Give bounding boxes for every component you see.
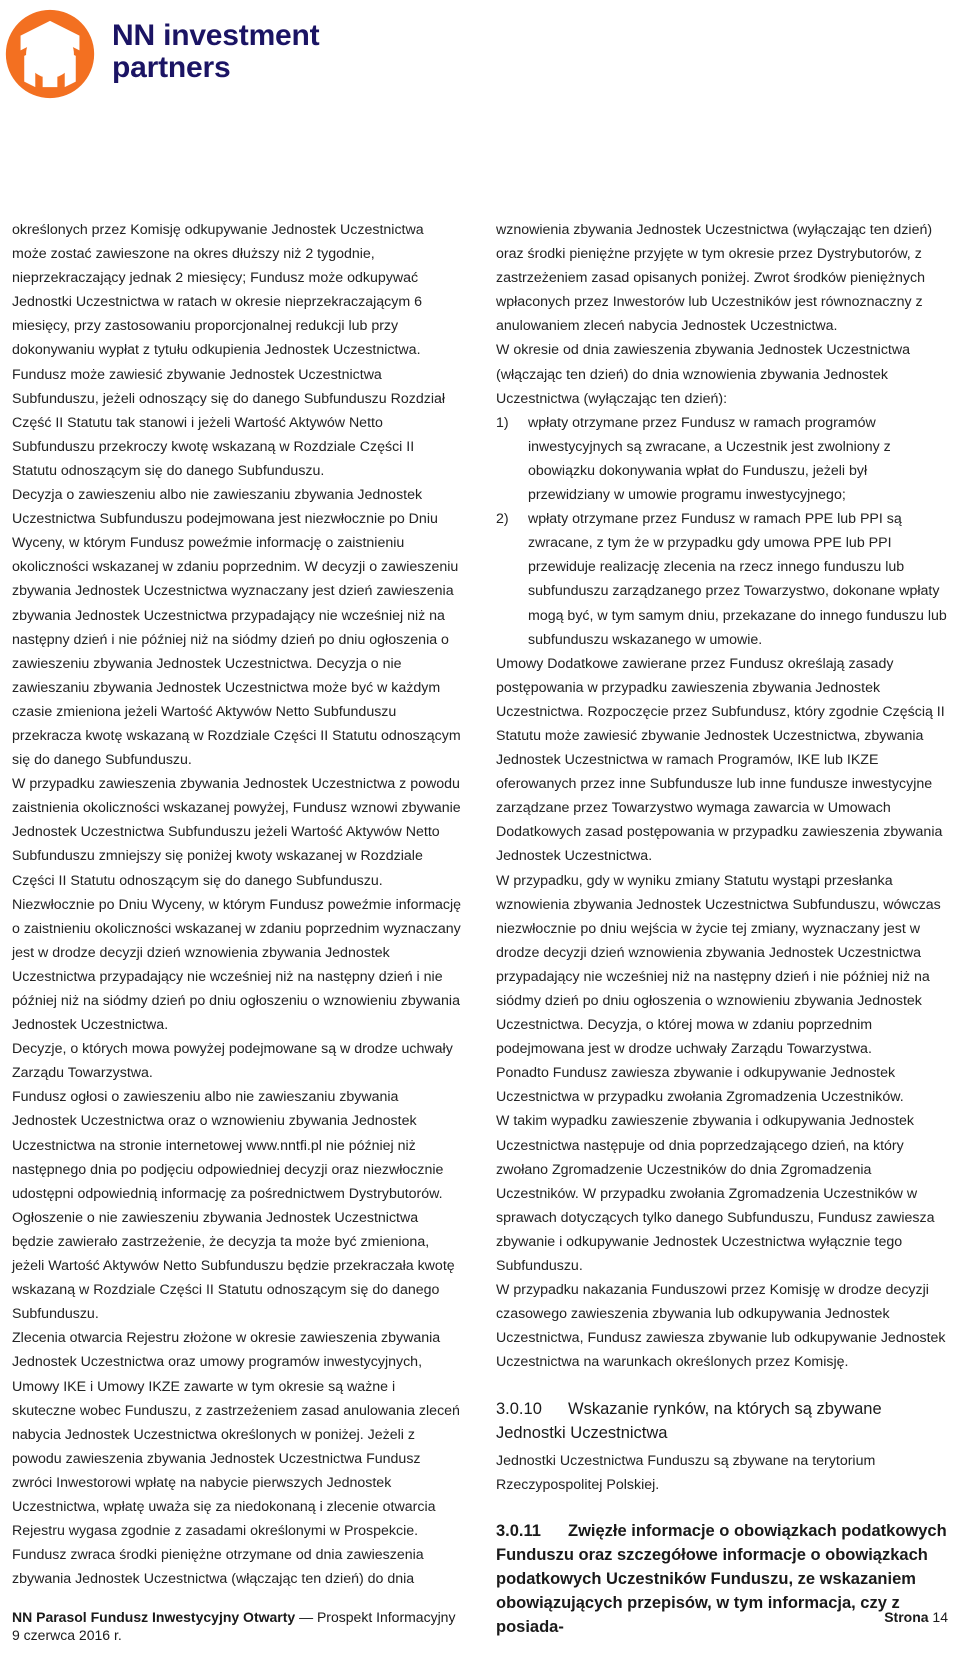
list-item xyxy=(496,507,948,652)
brand-line-2: partners xyxy=(112,51,231,84)
section-title: Zwięzłe informacje o obowiązkach podatkowych Funduszu oraz szczegółowe informacje o obowiązkach podatkowych Uczestników Funduszu, ze wskazaniem obowiązujących przepisów, w tym informacja, czy z posiada- xyxy=(496,1521,947,1636)
footer-fund-name: NN Parasol Fundusz Inwestycyjny Otwarty xyxy=(12,1609,296,1625)
list-item-number: 1) xyxy=(496,414,509,431)
section-body: Jednostki Uczestnictwa Funduszu są zbywane na terytorium Rzeczypospolitej Polskiej. xyxy=(496,1452,876,1493)
list-item xyxy=(496,411,948,507)
paragraph: W przypadku, gdy w wyniku zmiany Statutu wystąpi przesłanka wznowienia zbywania Jednostek Uczestnictwa Subfunduszu, wówczas niezwłocznie po dniu wejścia w życie tej zmiany, wyznaczany jest w drodze decyzji dzień wznowienia zbywania Jednostek Uczestnictwa przypadający nie wcześniej niż na następny dzień i nie później niż na siódmy dzień po dniu ogłoszenia o wznowieniu zbywania Jednostek Uczestnictwa. Decyzja, o której mowa w zdaniu poprzednim podejmowana jest w drodze uchwały Zarządu Towarzystwa. xyxy=(496,872,941,1058)
footer-separator: — xyxy=(299,1609,317,1625)
section-heading-3-0-10 xyxy=(496,1397,948,1445)
section-title: Wskazanie rynków, na których są zbywane Jednostki Uczestnictwa xyxy=(496,1399,882,1442)
footer-date: 9 czerwca 2016 r. xyxy=(12,1627,122,1643)
paragraph: Zlecenia otwarcia Rejestru złożone w okresie zawieszenia zbywania Jednostek Uczestnictwa oraz umowy programów inwestycyjnych, Umowy IKE i Umowy IKZE zawarte w tym okresie są ważne i skuteczne wobec Funduszu, z zastrzeżeniem zasad anulowania zleceń nabycia Jednostek Uczestnictwa określonych w poniżej. Jeżeli z powodu zawieszenia zbywania Jednostek Uczestnictwa Fundusz zwróci Inwestorowi wpłatę na nabycie pierwszych Jednostek Uczestnictwa, wpłatę uważa się za niedokonaną i zlecenie otwarcia Rejestru wygasa zgodnie z zasadami określonymi w Prospekcie. xyxy=(12,1330,460,1540)
page-header xyxy=(0,0,960,120)
paragraph: W takim wypadku zawieszenie zbywania i odkupywania Jednostek Uczestnictwa następuje od dnia poprzedzającego dzień, na który zwołano Zgromadzenie Uczestników do dnia Zgromadzenia Uczestników. W przypadku zwołania Zgromadzenia Uczestników w sprawach dotyczących tylko danego Subfunduszu, Fundusz zawiesza zbywanie i odkupywanie Jednostek Uczestnictwa wyłącznie tego Subfunduszu. xyxy=(496,1113,935,1275)
paragraph: Fundusz ogłosi o zawieszeniu albo nie zawieszaniu zbywania Jednostek Uczestnictwa oraz o wznowieniu zbywania Jednostek Uczestnictwa na stronie internetowej www.nntfi.pl nie później niż następnego dnia po podjęciu odpowiedniej decyzji oraz niezwłocznie udostępni odpowiednią informację za pośrednictwem Dystrybutorów. Ogłoszenie o nie zawieszeniu zbywania Jednostek Uczestnictwa będzie zawierało zastrzeżenie, że decyzja ta może być zmieniona, jeżeli Wartość Aktywów Netto Subfunduszu będzie przekraczała kwotę wskazaną w Rozdziale Części II Statutu odnoszącym się do danego Subfunduszu. xyxy=(12,1089,455,1323)
section-number: 3.0.10 xyxy=(496,1399,542,1418)
paragraph: Fundusz może zawiesić zbywanie Jednostek Uczestnictwa Subfunduszu, jeżeli odnoszący się do danego Subfunduszu Rozdział Część II Statutu tak stanowi i jeżeli Wartość Aktywów Netto Subfunduszu przekroczy kwotę wskazaną w Rozdziale Części II Statutu odnoszącym się do danego Subfunduszu. xyxy=(12,366,446,479)
list-item-number: 2) xyxy=(496,511,509,528)
paragraph: W okresie od dnia zawieszenia zbywania Jednostek Uczestnictwa (włączając ten dzień) do dnia wznowienia zbywania Jednostek Uczestnictwa (wyłączając ten dzień): xyxy=(496,342,911,407)
numbered-list xyxy=(496,411,948,652)
paragraph: Umowy Dodatkowe zawierane przez Fundusz określają zasady postępowania w przypadku zawieszenia zbywania Jednostek Uczestnictwa. Rozpoczęcie przez Subfundusz, który zgodnie Częścią II Statutu może zawiesić zbywanie Jednostek Uczestnictwa, zbywania Jednostek Uczestnictwa w ramach Programów, IKE lub IKZE oferowanych przez inne Subfundusze lub inne fundusze inwestycyjne zarządzane przez Towarzystwo wymaga zawarcia w Umowach Dodatkowych zasad postępowania w przypadku zawieszenia zbywania Jednostek Uczestnictwa. xyxy=(496,655,945,865)
paragraph: Decyzja o zawieszeniu albo nie zawieszaniu zbywania Jednostek Uczestnictwa Subfunduszu podejmowana jest niezwłocznie po Dniu Wyceny, w którym Fundusz poweźmie informację o zaistnieniu okoliczności wskazanej w zdaniu poprzednim. W decyzji o zawieszeniu zbywania Jednostek Uczestnictwa wyznaczany jest dzień zawieszenia zbywania Jednostek Uczestnictwa przypadający nie wcześniej niż na następny dzień i nie później niż na siódmy dzień po dniu ogłoszenia o zawieszeniu zbywania Jednostek Uczestnictwa. Decyzja o nie zawieszaniu zbywania Jednostek Uczestnictwa może być w każdym czasie zmieniona jeżeli Wartość Aktywów Netto Subfunduszu przekracza kwotę wskazaną w Rozdziale Części II Statutu odnoszącym się do danego Subfunduszu. xyxy=(12,487,461,769)
paragraph: Fundusz zwraca środki pieniężne otrzymane od dnia zawieszenia zbywania Jednostek Uczestnictwa (włączając ten dzień) do dnia xyxy=(12,1547,424,1588)
nn-logo-icon xyxy=(4,8,96,100)
page-number-value: 14 xyxy=(932,1609,948,1625)
left-column xyxy=(12,218,462,1591)
paragraph: W przypadku zawieszenia zbywania Jednostek Uczestnictwa z powodu zaistnienia okoliczności wskazanej powyżej, Fundusz wznowi zbywanie Jednostek Uczestnictwa Subfunduszu jeżeli Wartość Aktywów Netto Subfunduszu zmniejszy się poniżej kwoty wskazanej w Rozdziale Części II Statutu odnoszącym się do danego Subfunduszu. Niezwłocznie po Dniu Wyceny, w którym Fundusz poweźmie informację o zaistnieniu okoliczności wskazanej w zdaniu poprzednim wyznaczany jest w drodze decyzji dzień wznowienia zbywania Jednostek Uczestnictwa przypadający nie wcześniej niż na następny dzień i nie później niż na siódmy dzień po dniu ogłoszeniu o wznowieniu zbywania Jednostek Uczestnictwa. xyxy=(12,776,462,1034)
paragraph: Decyzje, o których mowa powyżej podejmowane są w drodze uchwały Zarządu Towarzystwa. xyxy=(12,1041,453,1082)
footer-doc-type: Prospekt Informacyjny xyxy=(316,1609,456,1625)
list-item-text: wpłaty otrzymane przez Fundusz w ramach PPE lub PPI są zwracane, z tym że w przypadku gdy umowa PPE lub PPI przewiduje realizację zlecenia na rzecz innego funduszu lub subfunduszu zarządzanego przez Towarzystwo, dokonane wpłaty mogą być, w tym samym dniu, przekazane do innego funduszu lub subfunduszu wskazanego w umowie. xyxy=(528,511,947,648)
paragraph: Ponadto Fundusz zawiesza zbywanie i odkupywanie Jednostek Uczestnictwa w przypadku zwołania Zgromadzenia Uczestników. xyxy=(496,1065,904,1106)
paragraph: wznowienia zbywania Jednostek Uczestnictwa (wyłączając ten dzień) oraz środki pieniężne przyjęte w tym okresie przez Dystrybutorów, z zastrzeżeniem zasad opisanych poniżej. Zwrot środków pieniężnych wpłaconych przez Inwestorów lub Uczestników jest równoznaczny z anulowaniem zleceń nabycia Jednostek Uczestnictwa. xyxy=(496,222,933,335)
page-footer xyxy=(12,1608,948,1644)
brand-line-1: NN investment xyxy=(112,19,320,52)
paragraph: W przypadku nakazania Funduszowi przez Komisję w drodze decyzji czasowego zawieszenia zbywania lub odkupywania Jednostek Uczestnictwa, Fundusz zawiesza zbywanie lub odkupywanie Jednostek Uczestnictwa na warunkach określonych przez Komisję. xyxy=(496,1282,946,1371)
list-item-text: wpłaty otrzymane przez Fundusz w ramach programów inwestycyjnych są zwracane, a Uczestnik jest zwolniony z obowiązku dokonywania wpłat do Funduszu, jeżeli był przewidziany w umowie programu inwestycyjnego; xyxy=(528,414,891,504)
brand-wordmark xyxy=(112,20,319,84)
page-number xyxy=(884,1608,948,1626)
section-number: 3.0.11 xyxy=(496,1521,541,1540)
page-label: Strona xyxy=(884,1609,929,1625)
paragraph: określonych przez Komisję odkupywanie Jednostek Uczestnictwa może zostać zawieszone na okres dłuższy niż 2 tygodnie, nieprzekraczający jednak 2 miesięcy; Fundusz może odkupywać Jednostki Uczestnictwa w ratach w okresie nieprzekraczającym 6 miesięcy, przy zastosowaniu proporcjonalnej redukcji lub przy dokonywaniu wypłat z tytułu odkupienia Jednostek Uczestnictwa. xyxy=(12,222,424,359)
right-column xyxy=(496,218,948,1639)
